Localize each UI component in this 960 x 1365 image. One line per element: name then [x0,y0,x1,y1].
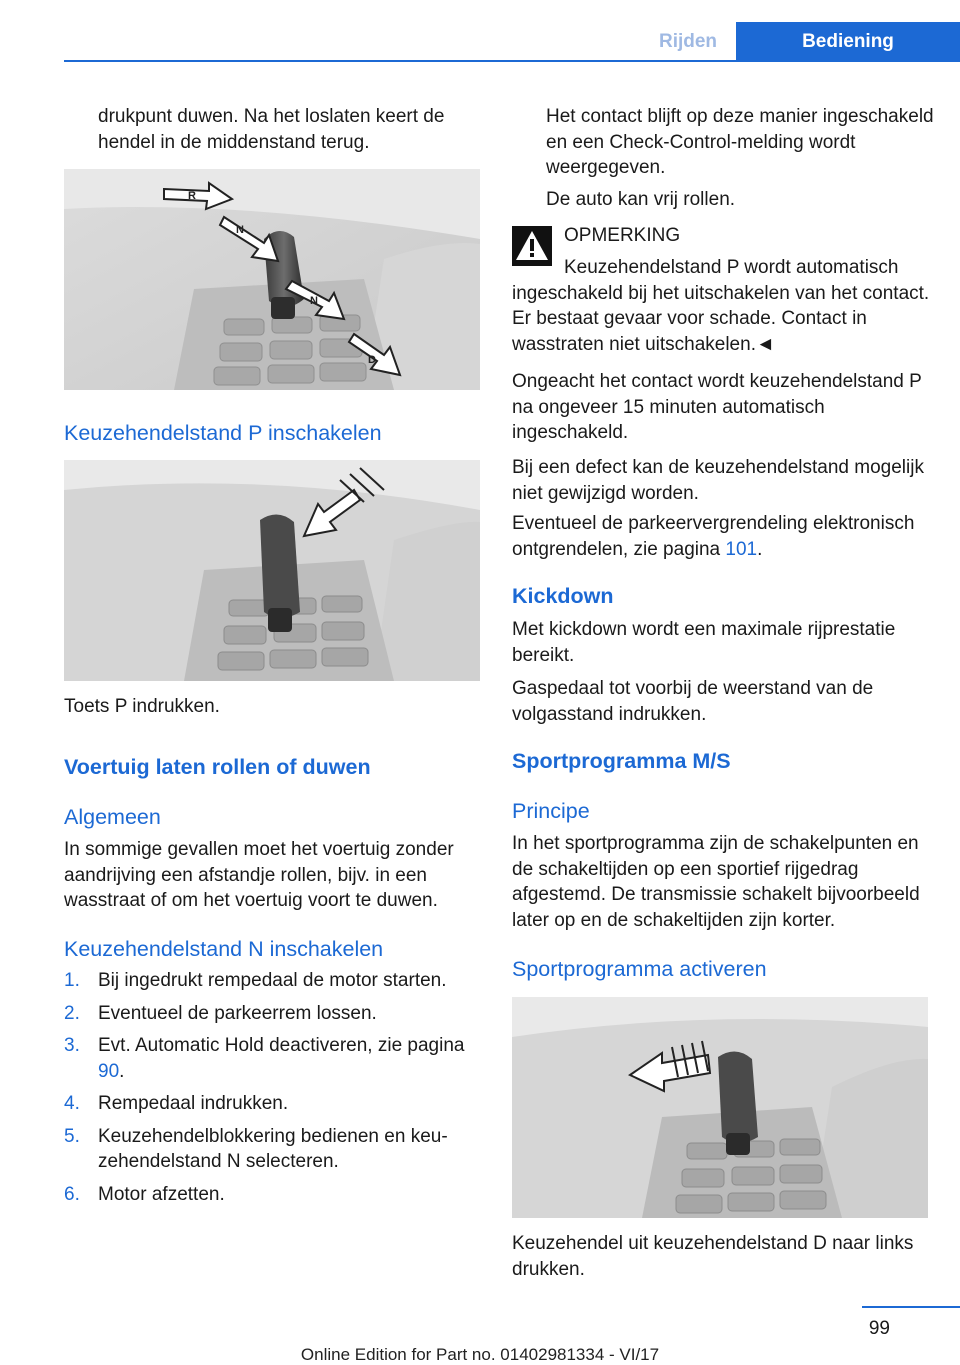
header-tab-rijden[interactable]: Rijden [640,22,736,62]
roll-free-text: De auto kan vrij rollen. [546,189,736,210]
general-text: In sommige gevallen moet het voertuig zonder aandrijving een afstandje rollen, bijv. in een wasstraat of om het voertuig voort te duwen. [64,839,454,911]
caption-sport: Keuzehendel uit keuzehendelstand D naar links drukken. [512,1233,914,1280]
kickdown-text-1: Met kickdown wordt een maximale rijprestatie bereikt. [512,619,896,666]
heading-principle: Principe [512,799,590,823]
caption-press-p: Toets P indrukken. [64,696,220,717]
label-d: D [368,354,376,366]
footer-rule [862,1306,960,1308]
footer-edition: Online Edition for Part no. 01402981334 - VI/17 [300,1345,660,1364]
list-item: 2. Eventueel de parkeerrem lossen. [64,1002,377,1024]
principle-text: In het sportprogramma zijn de schakelpunten en de schakeltijden op een sportief rijgedrag afgestemd. De transmissie schakelt bijvoorbeeld later op en de schakeltijden zijn korter. [512,833,920,931]
heading-p-engage: Keuzehendelstand P inschakelen [64,421,382,445]
intro-text: drukpunt duwen. Na het loslaten keert de hendel in de middenstand terug. [98,106,445,153]
list-item: 1. Bij ingedrukt rempedaal de motor starten. [64,970,447,991]
contact-text: Het contact blijft op deze manier ingeschakeld en een Check-Control-melding wordt weergegeven. [546,106,934,178]
note-text: Keuzehendelstand P wordt automatisch ingeschakeld bij het uitschakelen van het contact. Er bestaat gevaar voor schade. Contact in wasstraten niet uitschakelen.◄ [512,257,930,355]
heading-sport-activate: Sportprogramma activeren [512,957,767,981]
list-item: 6. Motor afzetten. [64,1183,225,1205]
unlock-text: Eventueel de parkeervergrendeling elektronisch ontgrendelen, zie pagina 101. [512,513,915,560]
page-link-101[interactable]: 101 [725,538,758,560]
list-item: 4. Rempedaal indrukken. [64,1093,289,1114]
figure-push-left [512,997,928,1218]
defect-text: Bij een defect kan de keuzehendelstand mogelijk niet gewijzigd worden. [512,457,924,504]
list-item: 3. Evt. Automatic Hold deactiveren, zie pagina 90. [64,1035,465,1082]
label-n-bottom: N [310,295,318,307]
heading-kickdown: Kickdown [512,584,614,608]
label-n-top: N [236,224,244,236]
label-r: R [188,190,196,202]
steps-list [64,968,484,1214]
note-title: OPMERKING [564,225,681,246]
list-item: 5. Keuzehendelblokkering bedienen en keuzehendelstand N selecteren. [64,1125,448,1172]
heading-roll-push: Voertuig laten rollen of duwen [64,755,371,779]
header-tab-bediening[interactable]: Bediening [736,22,960,62]
figure-press-p [64,460,480,681]
header-rule [64,60,960,62]
heading-n-engage: Keuzehendelstand N inschakelen [64,937,384,961]
figure-shifter-rnd [64,169,480,390]
auto-p-text: Ongeacht het contact wordt keuzehendelstand P na ongeveer 15 minuten automatisch ingeschakeld. [512,371,922,443]
heading-sport-program: Sportprogramma M/S [512,749,731,773]
heading-general: Algemeen [64,805,161,829]
page-number: 99 [868,1318,890,1339]
kickdown-text-2: Gaspedaal tot voorbij de weerstand van de volgasstand indrukken. [512,678,874,725]
page-link-90[interactable]: 90 [98,1060,120,1082]
